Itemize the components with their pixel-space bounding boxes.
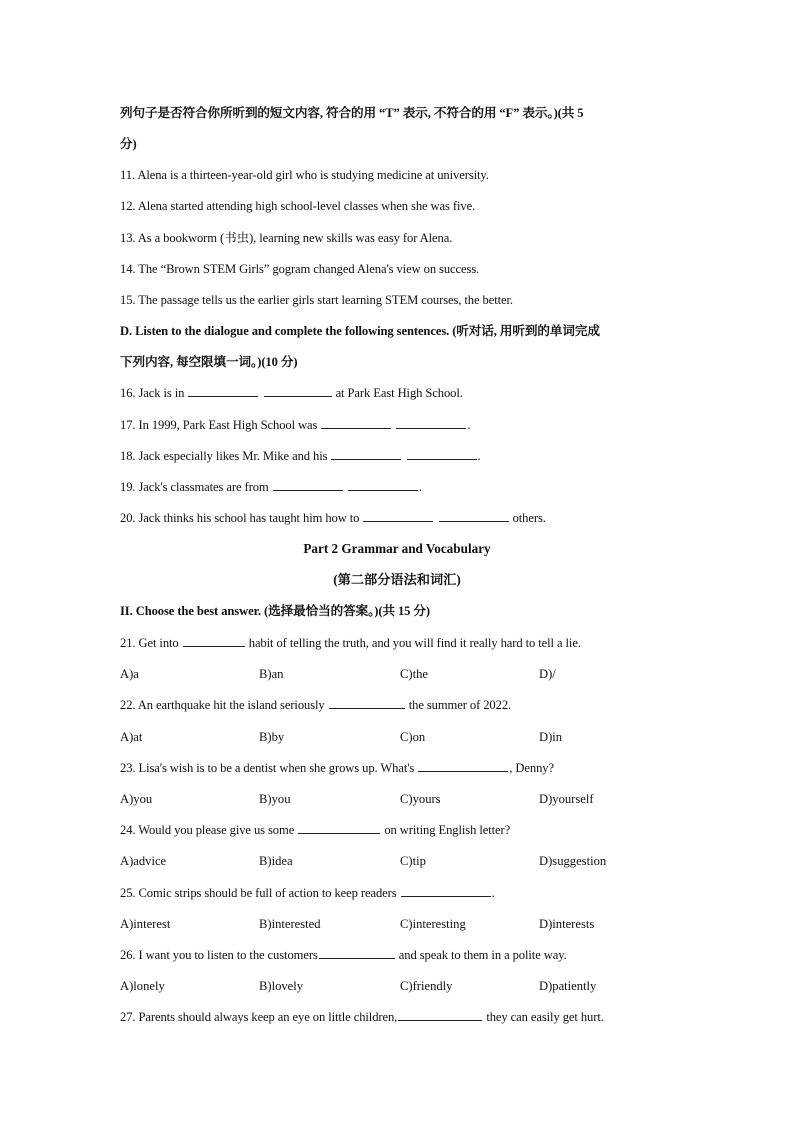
fill-item-text: . [477, 449, 481, 463]
question-22 [120, 696, 511, 714]
part1-instruction-line2: 分) [120, 137, 137, 151]
answer-blank[interactable] [321, 417, 391, 429]
option-b[interactable]: B)you [259, 792, 291, 806]
options-24 [120, 852, 680, 870]
question-text: on writing English letter? [384, 823, 511, 837]
question-text: 22. An earthquake hit the island seriously [120, 698, 325, 712]
answer-blank[interactable] [348, 479, 418, 491]
option-a[interactable]: A)lonely [120, 979, 165, 993]
answer-blank[interactable] [363, 510, 433, 522]
answer-blank[interactable] [407, 448, 477, 460]
fill-item-17 [120, 416, 471, 434]
question-24 [120, 821, 510, 839]
section-d-heading-line2: 下列内容, 每空限填一词。)(10 分) [120, 355, 298, 369]
question-text: 26. I want you to listen to the customers [120, 948, 318, 962]
fill-item-text: at Park East High School. [335, 386, 463, 400]
part2-subtitle: (第二部分语法和词汇) [333, 572, 461, 587]
question-text: 23. Lisa's wish is to be a dentist when she grows up. What's [120, 761, 415, 775]
options-26 [120, 977, 680, 995]
answer-blank[interactable] [401, 885, 491, 897]
option-b[interactable]: B)an [259, 667, 284, 681]
option-a[interactable]: A)a [120, 667, 139, 681]
part1-instruction-line1: 列句子是否符合你所听到的短文内容, 符合的用 “T” 表示, 不符合的用 “F” 表示。)(共 5 [120, 106, 584, 120]
option-c[interactable]: C)friendly [400, 979, 453, 993]
option-a[interactable]: A)at [120, 730, 143, 744]
option-d[interactable]: D)suggestion [539, 854, 607, 868]
tf-item-15: 15. The passage tells us the earlier girls start learning STEM courses, the better. [120, 293, 513, 307]
option-a[interactable]: A)advice [120, 854, 167, 868]
fill-item-text: others. [512, 511, 546, 525]
question-text: the summer of 2022. [408, 698, 512, 712]
question-26 [120, 946, 567, 964]
option-b[interactable]: B)idea [259, 854, 293, 868]
answer-blank[interactable] [273, 479, 343, 491]
question-text: habit of telling the truth, and you will find it really hard to tell a lie. [248, 636, 581, 650]
question-text: 24. Would you please give us some [120, 823, 295, 837]
fill-item-19 [120, 478, 422, 496]
question-21 [120, 634, 581, 652]
option-b[interactable]: B)interested [259, 917, 321, 931]
option-c[interactable]: C)interesting [400, 917, 466, 931]
answer-blank[interactable] [264, 385, 332, 397]
options-22 [120, 728, 680, 746]
tf-item-13: 13. As a bookworm (书虫), learning new skills was easy for Alena. [120, 231, 453, 245]
answer-blank[interactable] [439, 510, 509, 522]
section-d-heading-line1: D. Listen to the dialogue and complete the following sentences. (听对话, 用听到的单词完成 [120, 324, 600, 338]
fill-item-text: . [418, 480, 422, 494]
question-text: 27. Parents should always keep an eye on little children, [120, 1010, 398, 1024]
question-text: . [491, 886, 495, 900]
answer-blank[interactable] [319, 947, 395, 959]
fill-item-16 [120, 384, 463, 402]
tf-item-12: 12. Alena started attending high school-level classes when she was five. [120, 199, 476, 213]
section-ii-heading: II. Choose the best answer. (选择最恰当的答案。)(共 15 分) [120, 604, 431, 618]
answer-blank[interactable] [396, 417, 466, 429]
options-23 [120, 790, 680, 808]
fill-item-text: 18. Jack especially likes Mr. Mike and his [120, 449, 328, 463]
options-21 [120, 665, 680, 683]
option-c[interactable]: C)on [400, 730, 426, 744]
options-25 [120, 915, 680, 933]
fill-item-20 [120, 509, 546, 527]
question-text: and speak to them in a polite way. [398, 948, 567, 962]
question-25 [120, 884, 495, 902]
option-c[interactable]: C)tip [400, 854, 426, 868]
fill-item-text: 19. Jack's classmates are from [120, 480, 269, 494]
tf-item-14: 14. The “Brown STEM Girls” gogram changed Alena's view on success. [120, 262, 480, 276]
fill-item-text: 17. In 1999, Park East High School was [120, 418, 318, 432]
fill-item-18 [120, 447, 481, 465]
answer-blank[interactable] [418, 760, 508, 772]
fill-item-text: 20. Jack thinks his school has taught him how to [120, 511, 360, 525]
question-text: , Denny? [509, 761, 554, 775]
fill-item-text: 16. Jack is in [120, 386, 185, 400]
option-b[interactable]: B)lovely [259, 979, 304, 993]
option-d[interactable]: D)yourself [539, 792, 594, 806]
option-a[interactable]: A)you [120, 792, 153, 806]
option-c[interactable]: C)the [400, 667, 428, 681]
question-text: they can easily get hurt. [486, 1010, 604, 1024]
answer-blank[interactable] [398, 1009, 482, 1021]
option-d[interactable]: D)interests [539, 917, 595, 931]
answer-blank[interactable] [331, 448, 401, 460]
option-c[interactable]: C)yours [400, 792, 441, 806]
answer-blank[interactable] [188, 385, 258, 397]
option-b[interactable]: B)by [259, 730, 285, 744]
part2-title: Part 2 Grammar and Vocabulary [303, 541, 491, 556]
option-a[interactable]: A)interest [120, 917, 171, 931]
option-d[interactable]: D)patiently [539, 979, 597, 993]
option-d[interactable]: D)in [539, 730, 563, 744]
question-text: 21. Get into [120, 636, 179, 650]
tf-item-11: 11. Alena is a thirteen-year-old girl who is studying medicine at university. [120, 168, 489, 182]
answer-blank[interactable] [183, 635, 245, 647]
fill-item-text: . [467, 418, 471, 432]
question-23 [120, 759, 554, 777]
answer-blank[interactable] [329, 697, 405, 709]
option-d[interactable]: D)/ [539, 667, 556, 681]
answer-blank[interactable] [298, 822, 380, 834]
question-27 [120, 1008, 604, 1026]
question-text: 25. Comic strips should be full of action to keep readers [120, 886, 397, 900]
